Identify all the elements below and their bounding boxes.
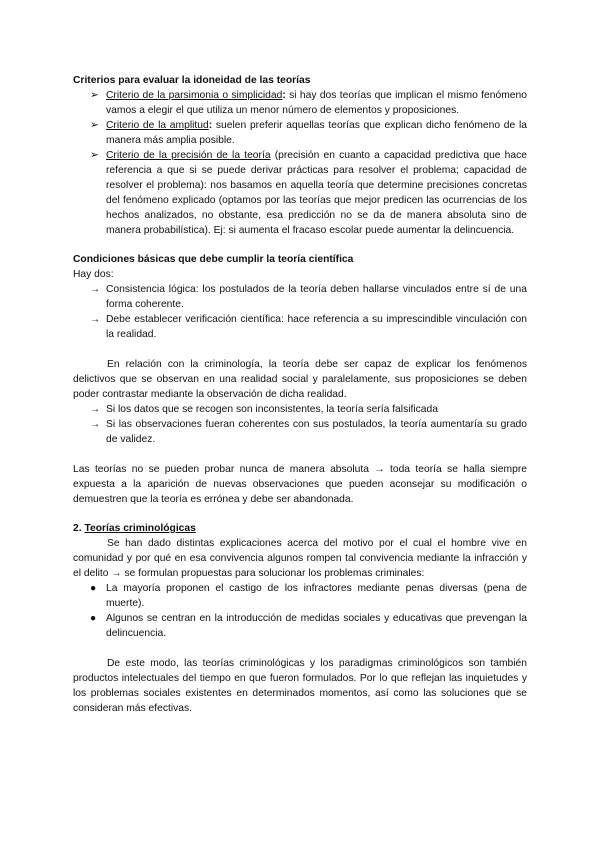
criterion-term: Criterio de la parsimonia o simplicidad	[106, 90, 283, 101]
arrow-bullet-icon: →	[90, 284, 101, 295]
arrow-bullet-icon: →	[90, 314, 101, 325]
intro-text: Hay dos:	[73, 269, 114, 280]
section-heading-criterios: Criterios para evaluar la idoneidad de las teorías	[73, 75, 311, 86]
arrow-bullet-icon: →	[90, 404, 101, 415]
paragraph-teorias-no-probadas: Las teorías no se pueden probar nunca de manera absoluta → toda teoría se halla siempre expuesta a la aparición de nuevas observaciones que pueden aconsejar su modificación o demuestren que la teoría es errónea y debe ser abandonada.	[73, 464, 527, 505]
criterion-text: suelen preferir aquellas teorías que explican dicho fenómeno de la manera más amplia posible.	[106, 120, 527, 146]
list-item: → Si los datos que se recogen son inconsistentes, la teoría sería falsificada	[90, 404, 438, 415]
list-item: ➢ Criterio de la amplitud: suelen preferir aquellas teorías que explican dicho fenómeno de la manera más amplia posible.	[90, 120, 527, 146]
dot-bullet-icon: ●	[90, 613, 97, 624]
list-item: ➢ Criterio de la parsimonia o simplicidad: si hay dos teorías que implican el mismo fenómeno vamos a elegir el que utiliza un menor número de elementos y proposiciones.	[90, 90, 527, 116]
list-item: ● La mayoría proponen el castigo de los infractores mediante penas diversas (pena de muerte).	[90, 583, 527, 609]
criterion-term: Criterio de la amplitud	[106, 120, 209, 131]
list-item: → Debe establecer verificación científica: hace referencia a su imprescindible vinculación con la realidad.	[90, 314, 527, 340]
arrow-bullet-icon: →	[90, 419, 101, 430]
list-item: → Consistencia lógica: los postulados de la teoría deben hallarse vinculados entre sí de una forma coherente.	[90, 284, 527, 310]
criteria-list	[73, 88, 527, 238]
conditions-list	[73, 282, 527, 342]
list-item: ● Algunos se centran en la introducción de medidas sociales y educativas que prevengan la delincuencia.	[90, 613, 527, 639]
section-heading-teorias-criminologicas	[73, 521, 527, 536]
list-item: → Si las observaciones fueran coherentes con sus postulados, la teoría aumentaría su grado de validez.	[90, 419, 527, 445]
criterion-text: si hay dos teorías que implican el mismo fenómeno vamos a elegir el que utiliza un menor número de elementos y proposiciones.	[106, 90, 527, 116]
arrowhead-bullet-icon: ➢	[90, 120, 99, 131]
criterion-text: (precisión en cuanto a capacidad predictiva que hace referencia a que si se puede derivar prácticas para resolver el problema; capacidad de resolver el problema): nos basamos en aquella teoría que determine precisiones concretas del fenómeno explicado (optamos por las teorías que mejor predicen las ocurrencias de los hechos analizados, no obstante, esa predicción no se da de manera absoluta sino de manera probabilística). Ej: si aumenta el fracaso escolar puede aumentar la delincuencia.	[106, 150, 528, 236]
observations-list	[73, 402, 527, 447]
section-title: Teorías criminológicas	[84, 523, 196, 534]
section-heading-condiciones: Condiciones básicas que debe cumplir la teoría científica	[73, 254, 354, 265]
criterion-term: Criterio de la precisión de la teoría	[106, 150, 271, 161]
proposals-list	[73, 581, 527, 641]
dot-bullet-icon: ●	[90, 583, 97, 594]
list-item	[73, 148, 527, 238]
section-number: 2.	[73, 523, 82, 534]
arrowhead-bullet-icon: ➢	[90, 90, 99, 101]
document-page	[73, 73, 527, 716]
paragraph-criminologia: En relación con la criminología, la teoría debe ser capaz de explicar los fenómenos delictivos que se observan en una realidad social y paralelamente, sus proposiciones se deben poder contrastar mediante la observación de dicha realidad.	[73, 359, 527, 400]
paragraph-explicaciones: Se han dado distintas explicaciones acerca del motivo por el cual el hombre vive en comunidad y por qué en esa convivencia algunos rompen tal convivencia mediante la infracción y el delito → se formulan propuestas para solucionar los problemas criminales:	[73, 538, 527, 579]
arrowhead-bullet-icon: ➢	[90, 150, 99, 161]
paragraph-de-este-modo: De este modo, las teorías criminológicas y los paradigmas criminológicos son también productos intelectuales del tiempo en que fueron formulados. Por lo que reflejan las inquietudes y los problemas sociales existentes en determinados momentos, así como las soluciones que se consideran más efectivas.	[73, 658, 527, 714]
